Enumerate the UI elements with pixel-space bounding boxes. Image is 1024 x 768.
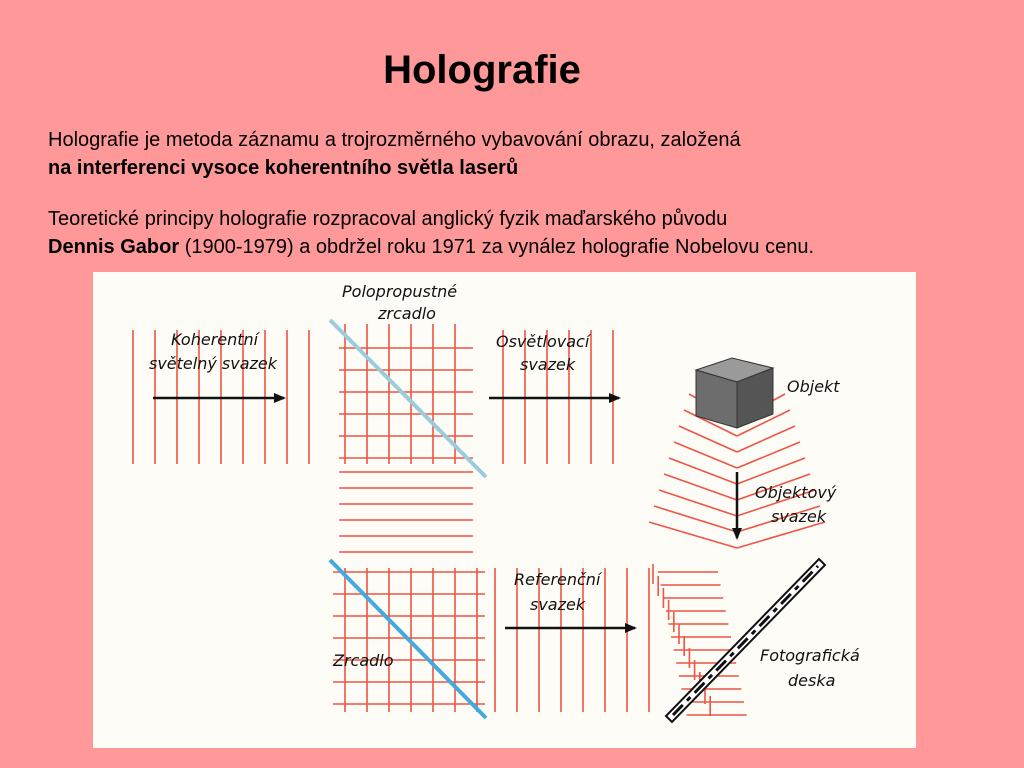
label-coherent-2: světelný svazek [149,354,278,373]
history-line-2 [48,233,814,261]
intro-line-2: na interferenci vysoce koherentního světla laserů [48,157,519,179]
object-cube [696,358,773,428]
intro-paragraph [48,126,741,182]
label-reference-2: svazek [530,595,586,614]
label-plate-1: Fotografická [760,646,860,665]
label-reference-1: Referenční [514,570,601,589]
label-coherent-1: Koherentní [171,330,259,349]
history-paragraph [48,205,814,261]
holography-diagram [93,272,916,748]
slide-title: Holografie [383,48,581,92]
wavefront-line [654,506,737,532]
wavefront-line [649,522,737,548]
label-illumination-1: Osvětlovací [496,332,590,351]
gabor-name: Dennis Gabor [48,236,180,258]
label-plate-2: deska [788,671,836,690]
semi-mirror [330,320,486,477]
label-object: Objekt [787,377,840,396]
history-line-1: Teoretické principy holografie rozpracoval anglický fyzik maďarského původu [48,208,728,230]
wavefront-line [659,490,737,516]
label-mirror: Zrcadlo [333,651,394,670]
history-line-2-rest: (1900-1979) a obdržel roku 1971 za vynález holografie Nobelovu cenu. [179,236,814,258]
intro-line-1: Holografie je metoda záznamu a trojrozměrného vybavování obrazu, založená [48,129,741,151]
mirror [330,560,486,718]
diagram-svg [93,272,916,748]
label-illumination-2: svazek [520,355,576,374]
label-object-beam-1: Objektový [755,483,837,502]
label-semi-mirror-2: zrcadlo [378,304,436,323]
photo-plate [666,559,825,722]
label-semi-mirror-1: Polopropustné [342,282,458,301]
label-object-beam-2: svazek [771,507,827,526]
